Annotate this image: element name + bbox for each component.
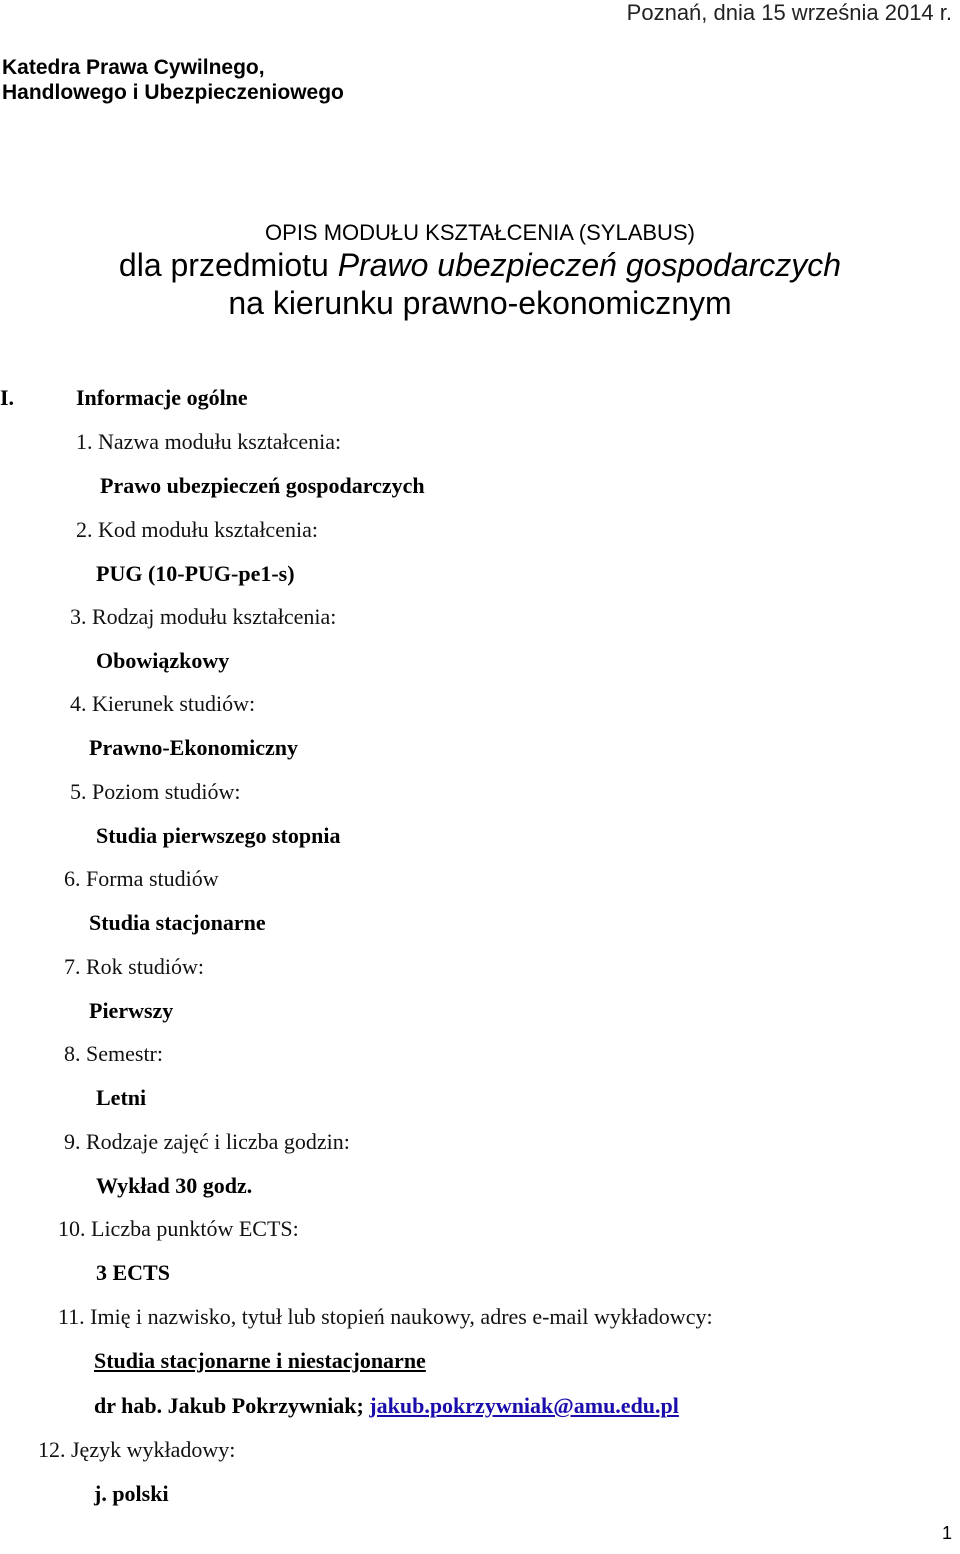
section-title: Informacje ogólne [76,385,248,410]
item-label-8: 8. Semestr: [64,1041,163,1066]
item-value-8: Letni [96,1085,147,1110]
lecturer-name: dr hab. Jakub Pokrzywniak; [94,1393,370,1418]
item-label-4: 4. Kierunek studiów: [70,691,256,716]
item-value-9: Wykład 30 godz. [96,1173,253,1198]
item-value-1: Prawo ubezpieczeń gospodarczych [100,473,425,498]
item-value-11-study-forms: Studia stacjonarne i niestacjonarne [94,1348,426,1373]
department-name-line1: Katedra Prawa Cywilnego, [2,56,265,79]
item-label-5: 5. Poziom studiów: [70,779,241,804]
lecturer-line [94,1392,679,1420]
document-date: Poznań, dnia 15 września 2014 r. [626,0,952,25]
item-label-11: 11. Imię i nazwisko, tytuł lub stopień naukowy, adres e-mail wykładowcy: [58,1304,713,1329]
field-of-study-title: na kierunku prawno-ekonomicznym [228,285,732,321]
item-value-10: 3 ECTS [96,1260,170,1285]
item-label-7: 7. Rok studiów: [64,954,204,979]
item-value-3: Obowiązkowy [96,648,230,673]
lecturer-email-link[interactable]: jakub.pokrzywniak@amu.edu.pl [369,1393,679,1418]
item-value-7: Pierwszy [89,998,174,1023]
item-label-2: 2. Kod modułu kształcenia: [76,517,318,542]
item-value-5: Studia pierwszego stopnia [96,823,341,848]
department-name-line2: Handlowego i Ubezpieczeniowego [2,81,344,104]
item-label-1: 1. Nazwa modułu kształcenia: [76,429,342,454]
item-label-10: 10. Liczba punktów ECTS: [58,1216,299,1241]
page-number: 1 [941,1523,952,1543]
item-value-4: Prawno-Ekonomiczny [89,735,298,760]
item-label-9: 9. Rodzaje zajęć i liczba godzin: [64,1129,350,1154]
document-heading: OPIS MODUŁU KSZTAŁCENIA (SYLABUS) [265,220,695,245]
subject-name: Prawo ubezpieczeń gospodarczych [337,247,842,283]
item-label-3: 3. Rodzaj modułu kształcenia: [70,604,337,629]
section-number: I. [0,385,15,410]
subject-title [0,246,960,284]
subject-title-prefix: dla przedmiotu [118,247,338,283]
item-value-2: PUG (10-PUG-pe1-s) [96,561,295,586]
item-label-12: 12. Język wykładowy: [38,1437,236,1462]
item-value-6: Studia stacjonarne [89,910,266,935]
item-label-6: 6. Forma studiów [64,866,219,891]
item-value-12: j. polski [94,1481,169,1506]
